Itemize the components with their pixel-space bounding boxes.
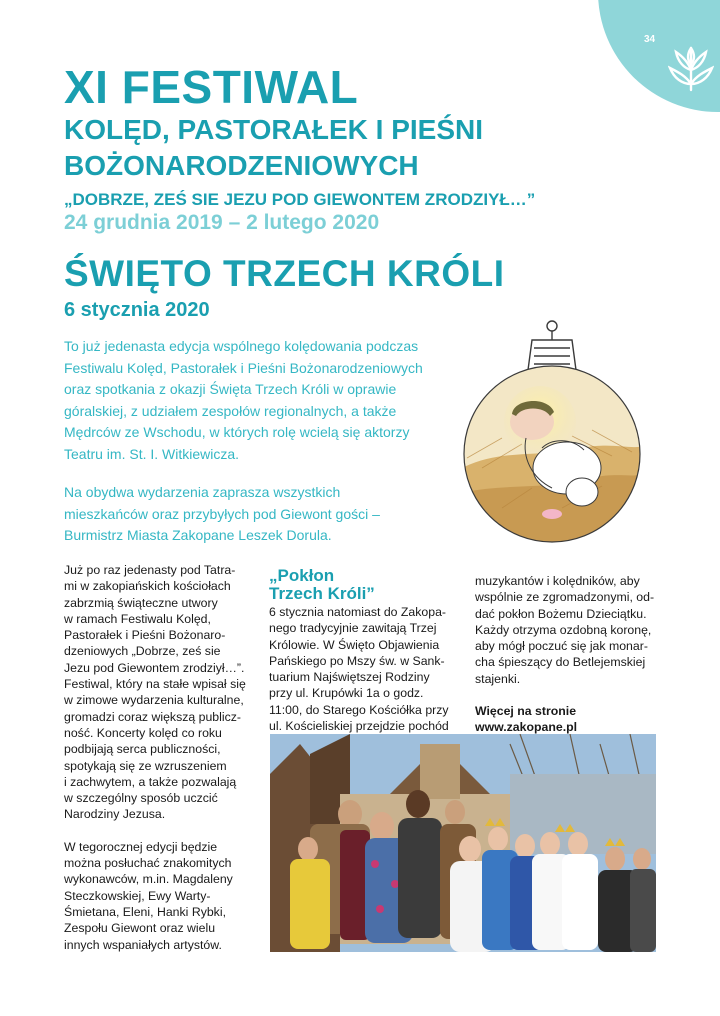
festival-motto: „DOBRZE, ZEŚ SIE JEZU POD GIEWONTEM ZRODZIYŁ…” [64, 190, 536, 209]
page-number: 34 [644, 34, 656, 45]
christmas-bauble-icon [462, 318, 642, 554]
feast-title: ŚWIĘTO TRZECH KRÓLI [64, 253, 505, 294]
procession-photo [270, 734, 656, 952]
more-info-link[interactable]: www.zakopane.pl [475, 720, 578, 735]
feast-date: 6 stycznia 2020 [64, 299, 210, 321]
festival-title: XI FESTIWAL [64, 61, 359, 113]
procession-heading: „Pokłon Trzech Króli” [269, 566, 375, 603]
more-info-label: Więcej na stronie [475, 704, 577, 719]
intro-paragraph-1: To już jedenasta edycja wspólnego kolędowania podczas Festiwalu Kolęd, Pastorałek i Pieśni Bożonarodzeniowych oraz spotkania z okazji Święta Trzech Króli w oprawie góralskiej, z udziałem zespołów regionalnych, a także Mędrców ze Wschodu, w których rolę wcielą się aktorzy Teatru im. St. I. Witkiewicza. [64, 338, 423, 462]
procession-continued: muzykantów i kolędników, aby wspólnie ze zgromadzonymi, od- dać pokłon Bożemu Dzieciątku. Każdy otrzyma ozdobną koronę, aby mógł poczuć się jak monar- cha śpieszący do Betlejemskiej stajenki. [475, 574, 655, 686]
festival-performers: W tegorocznej edycji będzie można posłuchać znakomitych wykonawców, m.in. Magdaleny Steczkowskiej, Ewy Warty- Śmietana, Eleni, Hanki Rybki, Zespołu Giewont oraz wielu innych wspaniałych artystów. [64, 839, 233, 952]
festival-subtitle-line-2: BOŻONARODZENIOWYCH [64, 150, 419, 181]
intro-paragraph-2: Na obydwa wydarzenia zaprasza wszystkich mieszkańców oraz przybyłych pod Giewont gości – Burmistrz Miasta Zakopane Leszek Dorula. [64, 484, 380, 543]
column-left [64, 562, 264, 953]
festival-description: Już po raz jedenasty pod Tatra- mi w zakopiańskich kościołach zabrzmią świąteczne utwory w ramach Festiwalu Kolęd, Pastorałek i Pieśni Bożonaro- dzeniowych „Dobrze, ześ sie Jezu pod Giewontem zrodziył…”. Festiwal, który na stałe wpisał się w zimowe wydarzenia kulturalne, gromadzi coraz większą publicz- ność. Koncerty kolęd co roku podbijają serca publiczności, spotykają się ze wzruszeniem i zachwytem, a także pozwalają w szczególny sposób uczcić Narodziny Jezusa. [64, 563, 246, 822]
festival-subtitle-line-1: KOLĘD, PASTORAŁEK I PIEŚNI [64, 114, 484, 145]
festival-dates: 24 grudnia 2019 – 2 lutego 2020 [64, 211, 380, 234]
leaf-ornament-icon [668, 40, 714, 92]
column-right [475, 573, 665, 736]
column-middle [269, 567, 459, 734]
procession-description: 6 stycznia natomiast do Zakopa- nego tradycyjnie zawitają Trzej Królowie. W Święto Objawienia Pańskiego po Mszy św. w Sank- tuarium Najświętszej Rodziny przy ul. Krupówki 1a o godz. 11:00, do Starego Kościółka przy ul. Kościeliskiej przejdzie pochód [269, 605, 449, 734]
